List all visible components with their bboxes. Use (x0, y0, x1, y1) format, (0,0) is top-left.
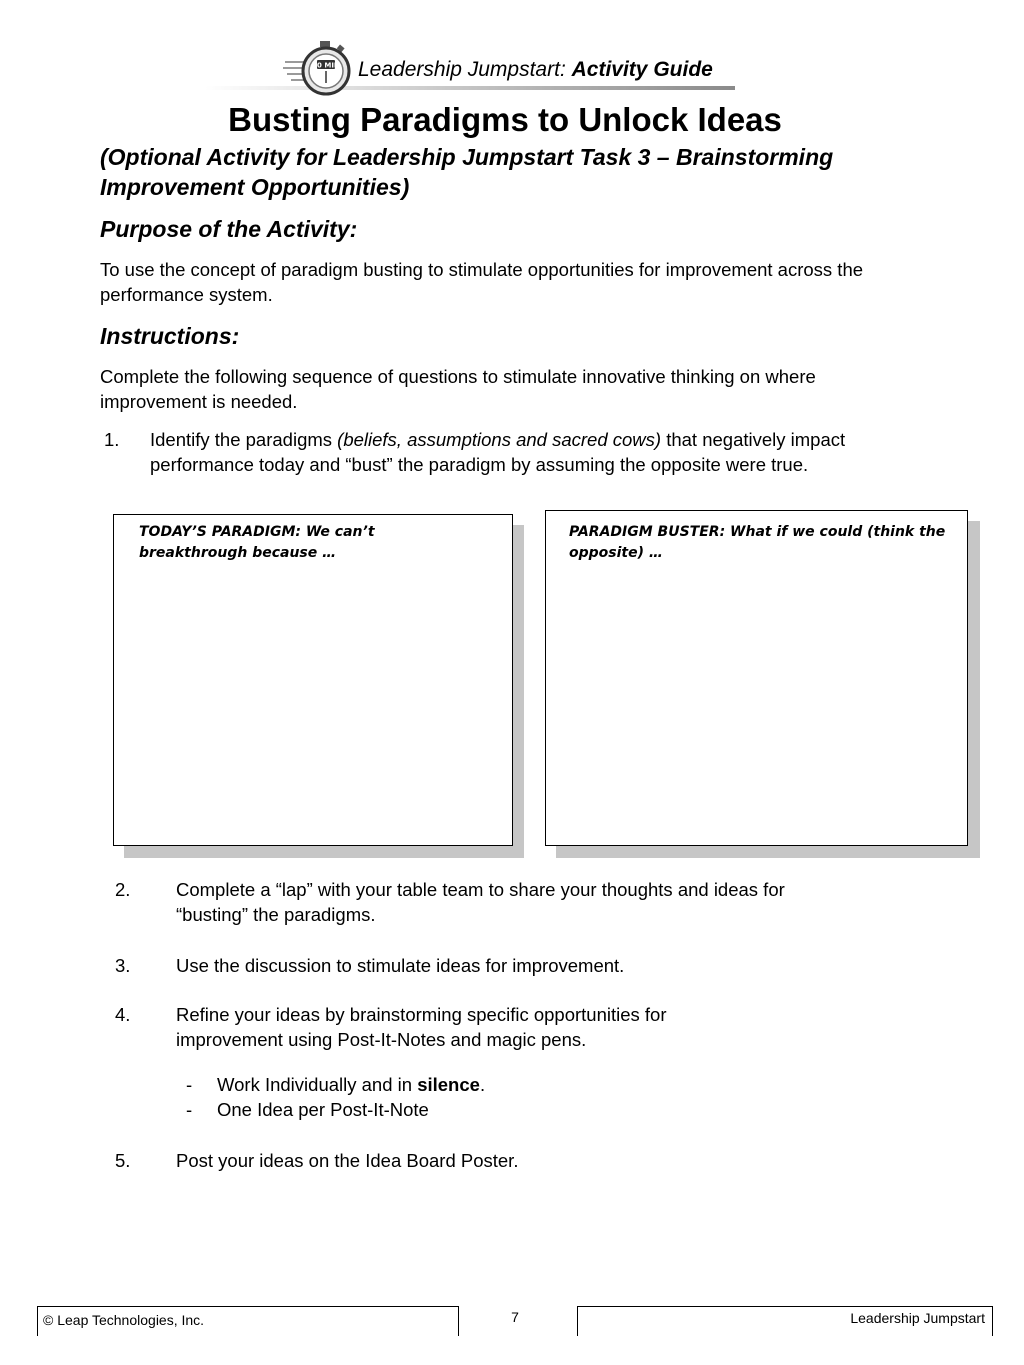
footer-left-box (37, 1306, 459, 1336)
guide-name: Activity Guide (571, 58, 713, 81)
logo-badge: 60 MIN (312, 61, 340, 70)
todays-paradigm-label: TODAY’S PARADIGM: We can’t breakthrough because … (139, 524, 375, 561)
bullet-2-dash: - (186, 1099, 193, 1120)
paradigm-buster-label: PARADIGM BUSTER: What if we could (think the opposite) … (569, 524, 946, 561)
bullet-2-text: One Idea per Post-It-Note (217, 1099, 429, 1120)
page-subtitle: (Optional Activity for Leadership Jumpstart Task 3 – Brainstorming Improvement Opportunities) (100, 144, 834, 200)
step-2-text: Complete a “lap” with your table team to share your thoughts and ideas for “busting” the paradigms. (176, 879, 785, 925)
header-title (358, 58, 713, 82)
series-name: Leadership Jumpstart: (358, 58, 566, 81)
purpose-text: To use the concept of paradigm busting to stimulate opportunities for improvement across the performance system. (100, 259, 864, 305)
todays-paradigm-box[interactable] (113, 514, 513, 846)
footer-product: Leadership Jumpstart (850, 1310, 985, 1326)
purpose-heading: Purpose of the Activity: (100, 216, 358, 242)
bullet-1-text: Work Individually and in silence. (217, 1074, 486, 1095)
paradigm-buster-box[interactable] (545, 510, 968, 846)
step-1-text: Identify the paradigms (beliefs, assumptions and sacred cows) that negatively impact performance today and “bust” the paradigm by assuming the opposite were true. (150, 429, 846, 475)
step-4-text: Refine your ideas by brainstorming specific opportunities for improvement using Post-It-Notes and magic pens. (176, 1004, 667, 1050)
footer-copyright: © Leap Technologies, Inc. (43, 1312, 205, 1328)
bullet-1-dash: - (186, 1074, 193, 1095)
step-1-number: 1. (104, 429, 120, 450)
bullet-1-strong: silence (417, 1074, 480, 1095)
page-title: Busting Paradigms to Unlock Ideas (228, 101, 782, 138)
footer-right-box (577, 1306, 993, 1336)
step-2-number: 2. (115, 879, 131, 900)
instructions-text: Complete the following sequence of questions to stimulate innovative thinking on where improvement is needed. (100, 366, 816, 412)
step-5-text: Post your ideas on the Idea Board Poster. (176, 1150, 519, 1171)
step-3-number: 3. (115, 955, 131, 976)
step-5-number: 5. (115, 1150, 131, 1171)
instructions-heading: Instructions: (100, 323, 240, 349)
page-number: 7 (511, 1309, 519, 1325)
step-4-number: 4. (115, 1004, 131, 1025)
stopwatch-logo-icon (283, 40, 355, 98)
step-1-emphasis: (beliefs, assumptions and sacred cows) (337, 429, 662, 450)
step-3-text: Use the discussion to stimulate ideas for improvement. (176, 955, 625, 976)
